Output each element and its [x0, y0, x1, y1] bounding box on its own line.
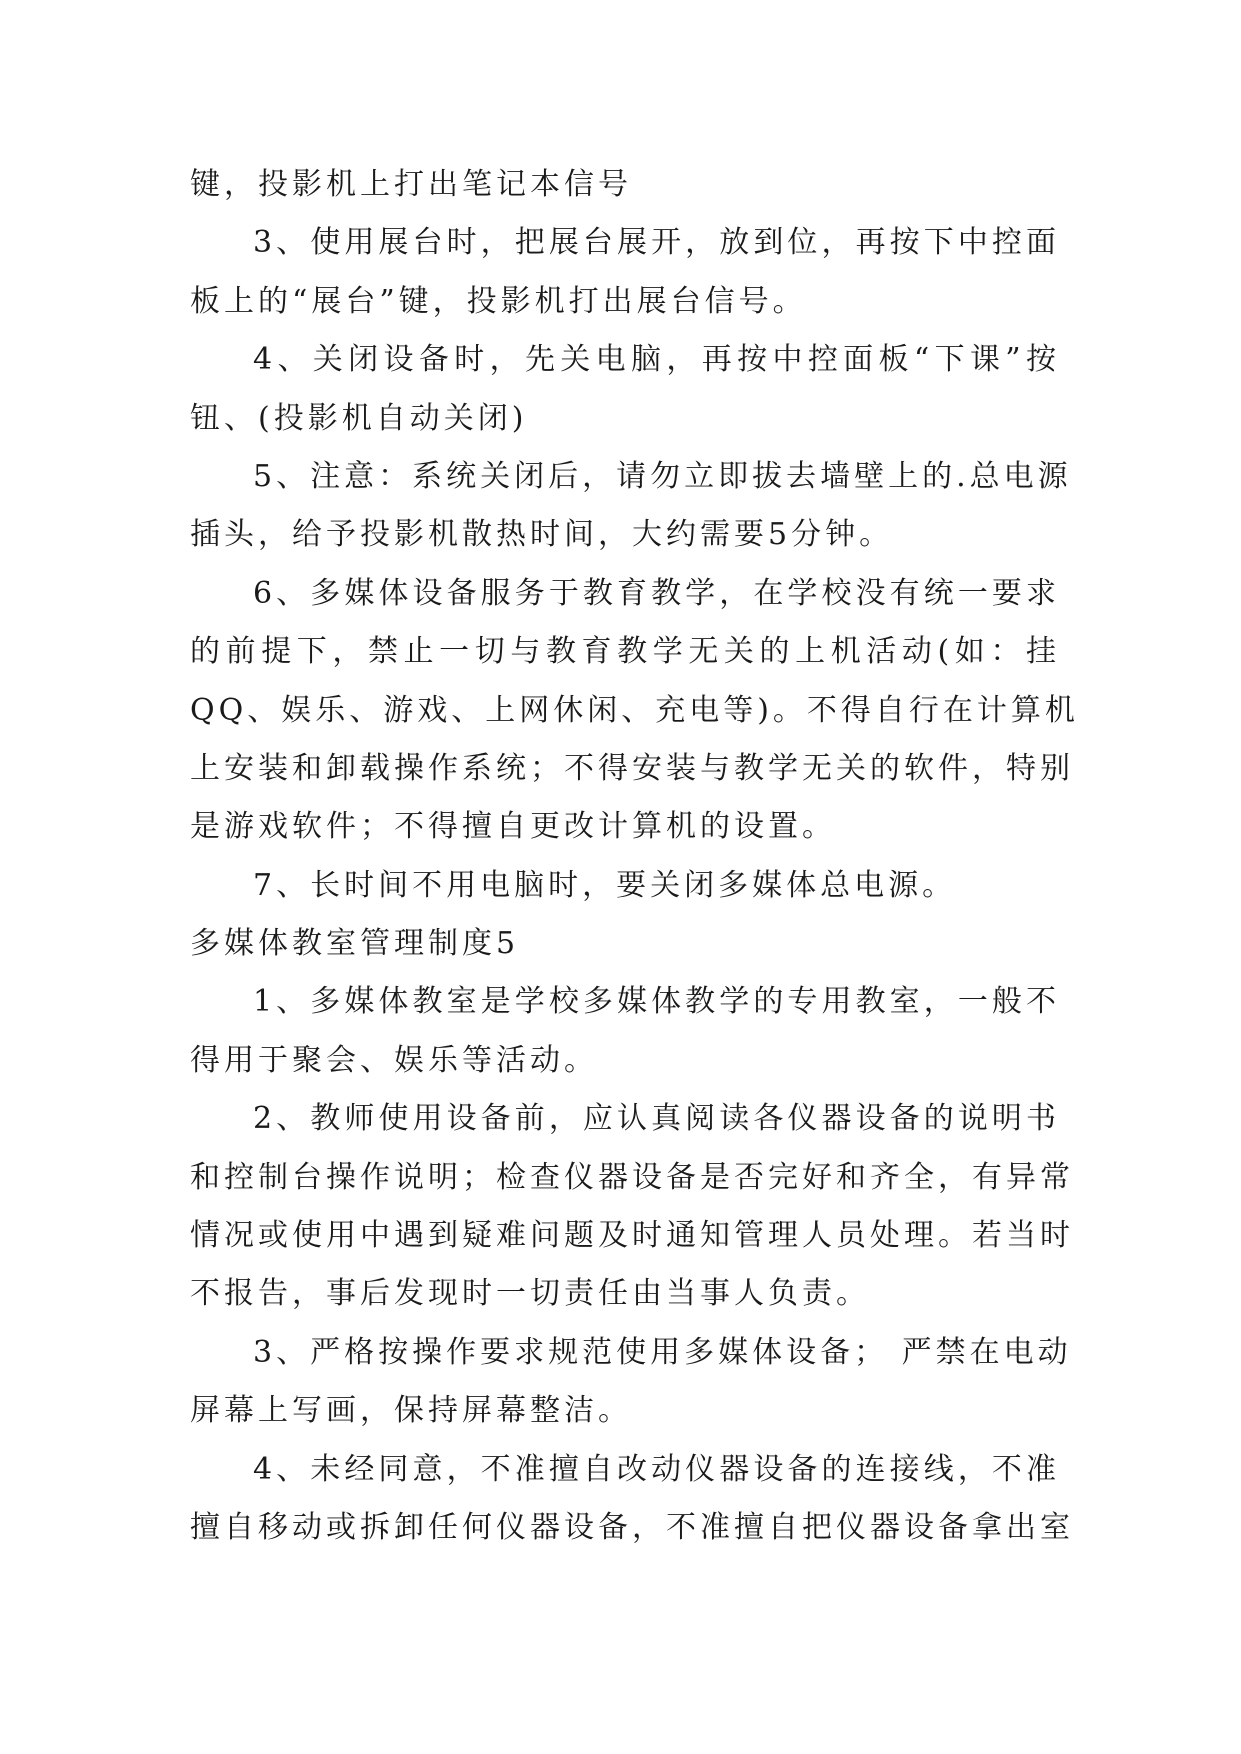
- text-line: 的前提下，禁止一切与教育教学无关的上机活动(如：挂: [190, 634, 1060, 670]
- paragraph-6-start: 6、多媒体设备服务于教育教学，在学校没有统一要求: [253, 575, 1060, 611]
- paragraph-3-start: 3、使用展台时，把展台展开，放到位，再按下中控面: [253, 225, 1060, 261]
- text-line: QQ、娱乐、游戏、上网休闲、充电等)。不得自行在计算机: [190, 692, 1079, 728]
- text-line: 得用于聚会、娱乐等活动。: [190, 1042, 598, 1078]
- text-line: 板上的“展台”键，投影机打出展台信号。: [190, 283, 807, 319]
- text-line: 屏幕上写画，保持屏幕整洁。: [190, 1393, 632, 1429]
- paragraph-7: 7、长时间不用电脑时，要关闭多媒体总电源。: [253, 867, 957, 903]
- paragraph-3b-start: 3、严格按操作要求规范使用多媒体设备； 严禁在电动: [253, 1334, 1072, 1370]
- paragraph-4b-start: 4、未经同意，不准擅自改动仪器设备的连接线，不准: [253, 1451, 1060, 1487]
- text-line: 擅自移动或拆卸任何仪器设备，不准擅自把仪器设备拿出室: [190, 1509, 1074, 1545]
- paragraph-4-start: 4、关闭设备时，先关电脑，再按中控面板“下课”按: [253, 342, 1060, 378]
- document-body: [190, 156, 1079, 1557]
- text-line: 插头，给予投影机散热时间，大约需要5分钟。: [190, 517, 894, 553]
- text-line: 和控制台操作说明；检查仪器设备是否完好和齐全，有异常: [190, 1159, 1074, 1195]
- text-line: 情况或使用中遇到疑难问题及时通知管理人员处理。若当时: [190, 1218, 1074, 1254]
- paragraph-2-start: 2、教师使用设备前，应认真阅读各仪器设备的说明书: [253, 1101, 1060, 1137]
- text-line: 不报告，事后发现时一切责任由当事人负责。: [190, 1276, 870, 1312]
- text-line: 上安装和卸载操作系统；不得安装与教学无关的软件，特别: [190, 750, 1074, 786]
- paragraph-1-start: 1、多媒体教室是学校多媒体教学的专用教室，一般不: [253, 984, 1060, 1020]
- section-heading: 多媒体教室管理制度5: [190, 926, 520, 962]
- paragraph-5-start: 5、注意：系统关闭后，请勿立即拔去墙壁上的.总电源: [253, 458, 1072, 494]
- text-line: 键，投影机上打出笔记本信号: [190, 167, 632, 202]
- text-line: 钮、(投影机自动关闭): [190, 400, 528, 436]
- text-line: 是游戏软件；不得擅自更改计算机的设置。: [190, 809, 836, 845]
